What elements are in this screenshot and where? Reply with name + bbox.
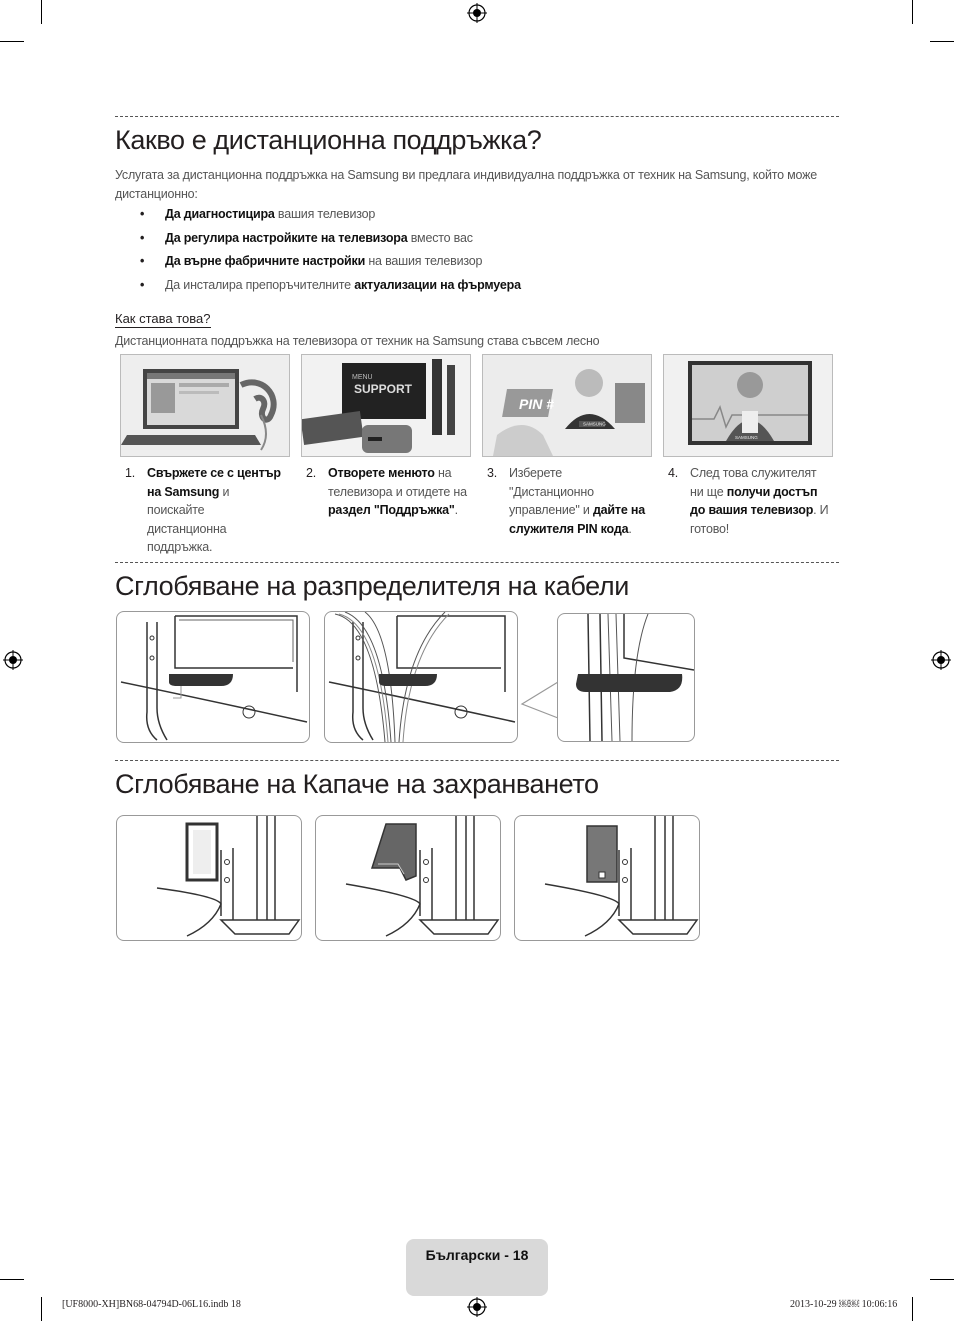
illustration-cable-manager-zoom	[557, 613, 695, 742]
list-item: • Да върне фабричните настройки на вашия телевизор	[140, 254, 483, 268]
section-title-cable-manager: Сглобяване на разпределителя на кабели	[115, 571, 629, 601]
pin-label: PIN #	[519, 396, 555, 412]
crop-mark	[912, 1297, 913, 1321]
photo-laptop-phone	[120, 354, 290, 457]
feature-list	[140, 204, 521, 298]
crop-mark	[912, 0, 913, 24]
section-divider	[115, 116, 839, 117]
photo-tv-technician	[663, 354, 833, 457]
list-item: • Да диагностицира вашия телевизор	[140, 207, 376, 221]
registration-mark-icon	[3, 650, 23, 670]
intro-text: Услугата за дистанционна поддръжка на Samsung ви предлага индивидуална поддръжка от техник на Samsung, който може дистанционно:	[115, 168, 818, 201]
print-slug-left: [UF8000-XH]BN68-04794D-06L16.indb 18	[62, 1299, 241, 1310]
crop-mark	[930, 1279, 954, 1280]
samsung-label: SAMSUNG	[735, 435, 758, 440]
crop-mark	[0, 1279, 24, 1280]
registration-mark-icon	[467, 3, 487, 23]
section-title-power-cover: Сглобяване на Капаче на захранването	[115, 769, 599, 799]
zoom-callout-pointer	[520, 680, 560, 720]
illustration-cable-manager-2	[324, 611, 518, 743]
support-label: SUPPORT	[354, 382, 413, 396]
section-divider	[115, 562, 839, 563]
menu-label: MENU	[352, 374, 373, 381]
photo-pin-technician	[482, 354, 652, 457]
crop-mark	[41, 1297, 42, 1321]
list-item: • Да инсталира препоръчителните актуализации на фърмуера	[140, 277, 521, 292]
page-number: Български - 18	[425, 1247, 529, 1263]
photo-tv-support-menu	[301, 354, 471, 457]
how-it-works-text: Дистанционната поддръжка на телевизора от техник на Samsung става съвсем лесно	[115, 334, 600, 348]
section-title-remote-support: Какво е дистанционна поддръжка?	[115, 125, 542, 155]
illustration-power-cover-2	[315, 815, 501, 941]
list-item: • Да регулира настройките на телевизора вместо вас	[140, 230, 473, 245]
samsung-label: SAMSUNG	[583, 421, 606, 427]
registration-mark-icon	[931, 650, 951, 670]
crop-mark	[930, 41, 954, 42]
illustration-power-cover-3	[514, 815, 700, 941]
print-slug-right: 2013-10-29 ￼￼ 10:06:16	[790, 1299, 898, 1310]
how-it-works-heading: Как става това?	[115, 311, 211, 326]
illustration-cable-manager-1	[116, 611, 310, 743]
illustration-power-cover-1	[116, 815, 302, 941]
crop-mark	[41, 0, 42, 24]
registration-mark-icon	[467, 1297, 487, 1317]
crop-mark	[0, 41, 24, 42]
section-divider	[115, 760, 839, 761]
